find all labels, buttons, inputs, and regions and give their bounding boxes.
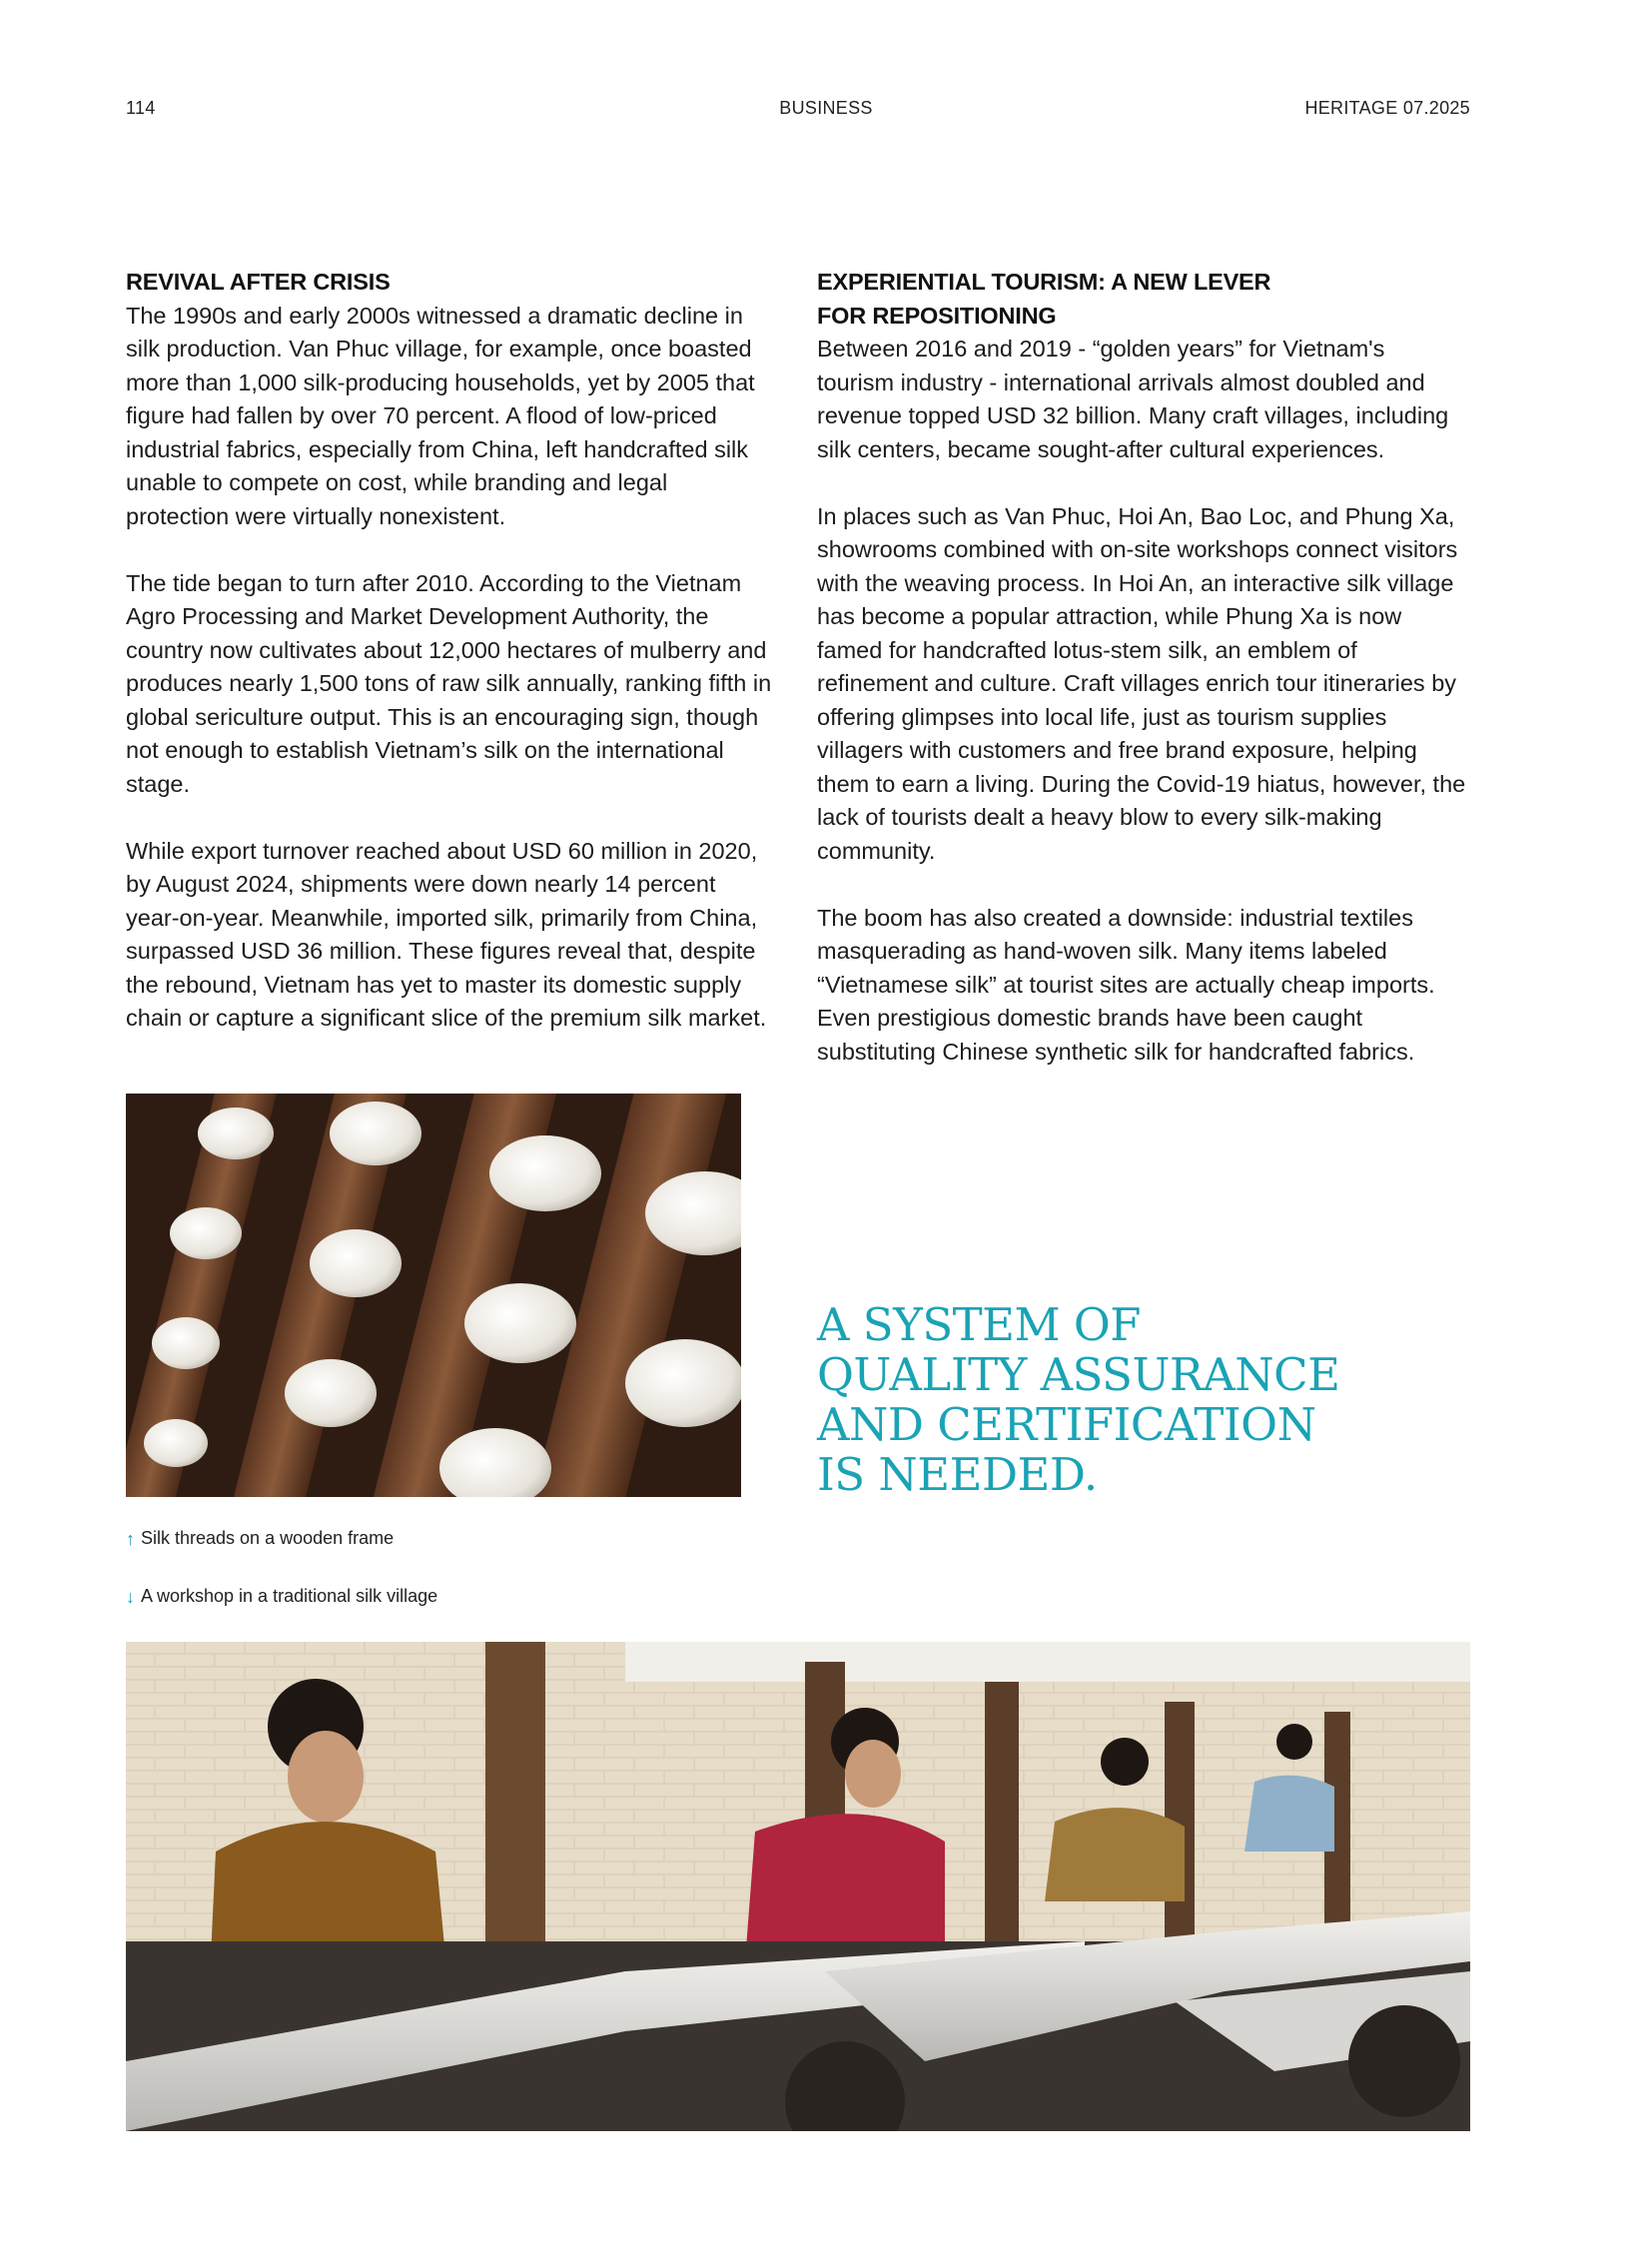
section-label: BUSINESS — [779, 98, 873, 118]
page-number: 114 — [126, 98, 156, 118]
pull-quote-line-3: AND CERTIFICATION — [817, 1398, 1316, 1451]
right-paragraph-3: The boom has also created a downside: industrial textiles masquerading as hand-woven silk. Many items labeled “Vietnamese silk” at tourist sites are actually cheap imports. Even prestigious domestic brands have been caught substituting Chinese synthetic silk for handcrafted fabrics. — [817, 904, 1435, 1065]
right-heading-line-1: EXPERIENTIAL TOURISM: A NEW LEVER — [817, 269, 1271, 295]
silk-threads-illustration — [126, 1094, 741, 1497]
right-paragraph-2: In places such as Van Phuc, Hoi An, Bao Loc, and Phung Xa, showrooms combined with on-site workshops connect visitors with the weaving process. In Hoi An, an interactive silk village has become a popular attraction, while Phung Xa is now famed for handcrafted lotus-stem silk, an emblem of refinement and culture. Craft villages enrich tour itineraries by offering glimpses into local life, just as tourism supplies villagers with customers and free brand exposure, helping them to earn a living. During the Covid-19 hiatus, however, the lack of tourists dealt a heavy blow to every silk-making community. — [817, 502, 1466, 864]
left-paragraph-3: While export turnover reached about USD 60 million in 2020, by August 2024, shipments were down nearly 14 percent year-on-year. Meanwhile, imported silk, primarily from China, surpassed USD 36 million. These figures reveal that, despite the rebound, Vietnam has yet to master its domestic supply chain or capture a significant slice of the premium silk market. — [126, 837, 767, 1031]
right-heading-line-2: FOR REPOSITIONING — [817, 302, 1057, 329]
pull-quote-line-2: QUALITY ASSURANCE — [817, 1348, 1340, 1401]
caption-bottom — [126, 1586, 437, 1607]
right-paragraph-1: Between 2016 and 2019 - “golden years” for Vietnam's tourism industry - international arrivals almost doubled and revenue topped USD 32 billion. Many craft villages, including silk centers, became sought-after cultural experiences. — [817, 336, 1449, 462]
issue-label: HERITAGE 07.2025 — [1304, 98, 1470, 118]
caption-bottom-text: A workshop in a traditional silk village — [141, 1586, 438, 1606]
arrow-up-icon: ↑ — [126, 1528, 135, 1549]
pull-quote — [817, 1298, 1340, 1501]
left-paragraph-2: The tide began to turn after 2010. According to the Vietnam Agro Processing and Market Development Authority, the country now cultivates about 12,000 hectares of mulberry and produces nearly 1,500 tons of raw silk annually, ranking fifth in global sericulture output. This is an encouraging sign, though not enough to establish Vietnam’s silk on the international stage. — [126, 569, 772, 797]
caption-top — [126, 1528, 394, 1549]
right-heading — [817, 266, 1466, 333]
pull-quote-line-4: IS NEEDED. — [817, 1448, 1098, 1501]
arrow-down-icon: ↓ — [126, 1586, 135, 1607]
pull-quote-line-1: A SYSTEM OF — [817, 1298, 1142, 1351]
caption-top-text: Silk threads on a wooden frame — [141, 1528, 395, 1548]
left-column — [126, 266, 775, 1069]
workshop-photo — [126, 1642, 1470, 2131]
workshop-illustration — [126, 1642, 1470, 2131]
left-heading: REVIVAL AFTER CRISIS — [126, 269, 391, 295]
left-paragraph-1: The 1990s and early 2000s witnessed a dramatic decline in silk production. Van Phuc village, for example, once boasted more than 1,000 silk-producing households, yet by 2005 that figure had fallen by over 70 percent. A flood of low-priced industrial fabrics, especially from China, left handcrafted silk unable to compete on cost, while branding and legal protection were virtually nonexistent. — [126, 302, 755, 529]
right-column — [817, 266, 1466, 1103]
silk-threads-photo — [126, 1094, 741, 1497]
